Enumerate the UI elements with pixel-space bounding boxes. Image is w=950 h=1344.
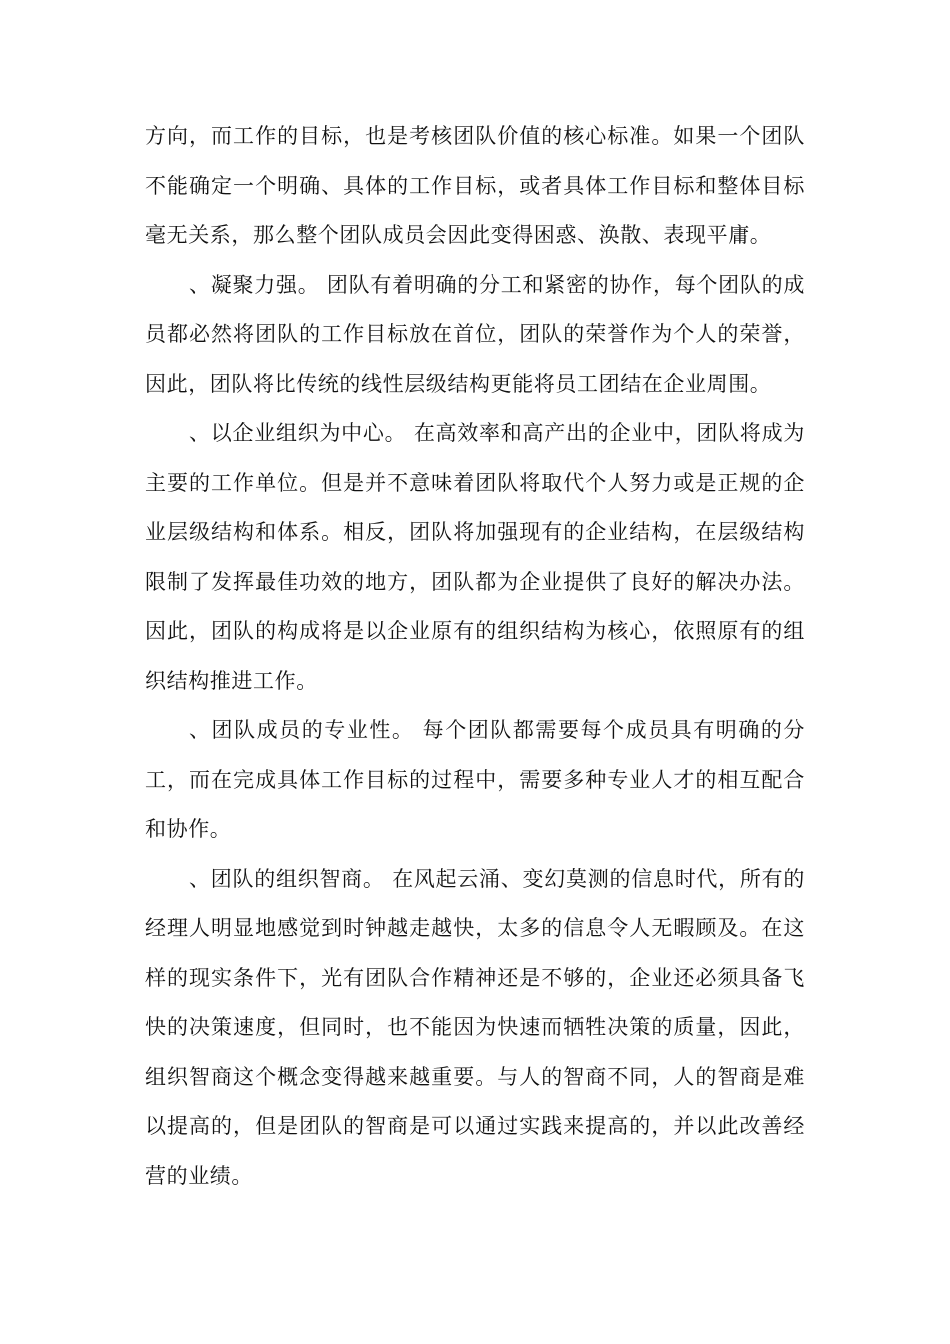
paragraph-goal-direction: 方向，而工作的目标，也是考核团队价值的核心标准。如果一个团队不能确定一个明确、具体的工作目标，或者具体工作目标和整体目标毫无关系，那么整个团队成员会因此变得困惑、涣散、表现平庸。: [145, 124, 805, 247]
document-body: [145, 112, 805, 1201]
paragraph-member-professionalism: 、团队成员的专业性。 每个团队都需要每个成员具有明确的分工，而在完成具体工作目标的过程中，需要多种专业人才的相互配合和协作。: [145, 718, 805, 841]
paragraph-organizational-iq: 、团队的组织智商。 在风起云涌、变幻莫测的信息时代，所有的经理人明显地感觉到时钟越走越快，太多的信息令人无暇顾及。在这样的现实条件下，光有团队合作精神还是不够的，企业还必须具备飞快的决策速度，但同时，也不能因为快速而牺牲决策的质量，因此，组织智商这个概念变得越来越重要。与人的智商不同，人的智商是难以提高的，但是团队的智商是可以通过实践来提高的，并以此改善经营的业绩。: [145, 866, 805, 1188]
paragraph-cohesion: 、凝聚力强。 团队有着明确的分工和紧密的协作，每个团队的成员都必然将团队的工作目标放在首位，团队的荣誉作为个人的荣誉，因此，团队将比传统的线性层级结构更能将员工团结在企业周围。: [145, 272, 805, 396]
paragraph-organization-center: 、以企业组织为中心。 在高效率和高产出的企业中，团队将成为主要的工作单位。但是并不意味着团队将取代个人努力或是正规的企业层级结构和体系。相反，团队将加强现有的企业结构，在层级结构限制了发挥最佳功效的地方，团队都为企业提供了良好的解决办法。因此，团队的构成将是以企业原有的组织结构为核心，依照原有的组织结构推进工作。: [145, 421, 805, 693]
